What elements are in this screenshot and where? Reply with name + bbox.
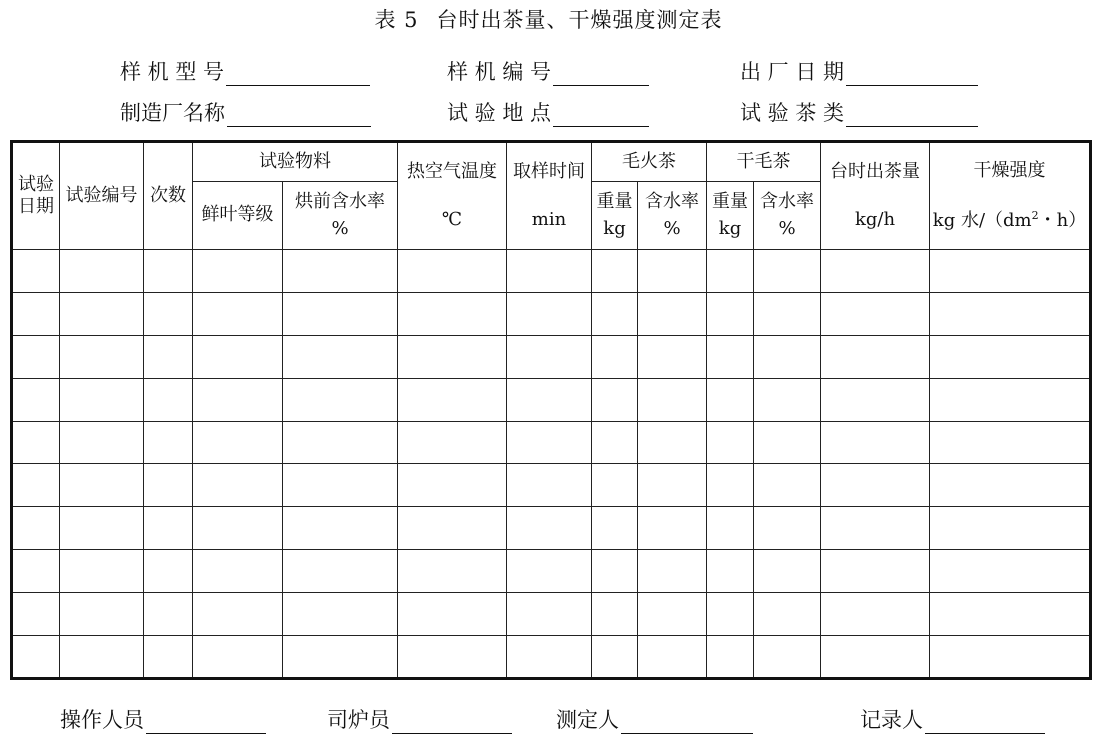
table-cell[interactable]	[398, 421, 507, 464]
table-cell[interactable]	[398, 593, 507, 636]
table-cell[interactable]	[60, 250, 144, 293]
table-cell[interactable]	[283, 636, 398, 679]
table-cell[interactable]	[60, 378, 144, 421]
table-cell[interactable]	[930, 464, 1091, 507]
measurer-blank[interactable]	[621, 711, 753, 734]
field-machine-model	[120, 56, 370, 86]
table-cell[interactable]	[638, 550, 707, 593]
manufacturer-blank[interactable]	[227, 104, 371, 127]
table-cell[interactable]	[283, 550, 398, 593]
header-count: 次数	[144, 142, 193, 250]
table-cell[interactable]	[592, 507, 638, 550]
table-cell[interactable]	[283, 292, 398, 335]
table-cell[interactable]	[930, 378, 1091, 421]
table-cell[interactable]	[592, 421, 638, 464]
table-cell[interactable]	[12, 593, 60, 636]
table-cell[interactable]	[12, 292, 60, 335]
drying-unit-suffix: ・h）	[1038, 209, 1087, 231]
table-cell[interactable]	[638, 507, 707, 550]
output-label: 台时出茶量	[830, 160, 920, 182]
table-cell[interactable]	[507, 636, 592, 679]
table-cell[interactable]	[821, 464, 930, 507]
table-cell[interactable]	[60, 464, 144, 507]
header-ganmao-weight	[707, 182, 754, 250]
table-cell[interactable]	[398, 378, 507, 421]
field-tea-type	[740, 97, 978, 127]
table-cell[interactable]	[193, 250, 283, 293]
table-cell[interactable]	[193, 335, 283, 378]
table-cell[interactable]	[930, 421, 1091, 464]
table-cell[interactable]	[12, 464, 60, 507]
field-test-location	[447, 97, 649, 127]
table-cell[interactable]	[707, 292, 754, 335]
weight-unit: kg	[718, 217, 742, 239]
table-cell[interactable]	[754, 292, 821, 335]
table-cell[interactable]	[821, 421, 930, 464]
table-row	[12, 421, 1091, 464]
table-cell[interactable]	[60, 292, 144, 335]
table-cell[interactable]	[144, 421, 193, 464]
header-maohuo-weight	[592, 182, 638, 250]
field-label: 样 机 型 号	[120, 60, 225, 84]
table-cell[interactable]	[144, 593, 193, 636]
table-cell[interactable]	[507, 250, 592, 293]
table-cell[interactable]	[507, 550, 592, 593]
table-cell[interactable]	[707, 335, 754, 378]
table-cell[interactable]	[754, 593, 821, 636]
table-cell[interactable]	[638, 593, 707, 636]
table-cell[interactable]	[638, 335, 707, 378]
sampling-time-unit: min	[531, 209, 567, 230]
table-cell[interactable]	[821, 550, 930, 593]
table-cell[interactable]	[707, 421, 754, 464]
table-cell[interactable]	[193, 550, 283, 593]
table-cell[interactable]	[398, 507, 507, 550]
moisture-before-label: 烘前含水率	[295, 191, 385, 212]
table-cell[interactable]	[507, 421, 592, 464]
header-output	[821, 142, 930, 250]
table-cell[interactable]	[638, 421, 707, 464]
table-cell[interactable]	[930, 593, 1091, 636]
table-row	[12, 507, 1091, 550]
table-cell[interactable]	[507, 593, 592, 636]
header-sampling-time	[507, 142, 592, 250]
test-location-blank[interactable]	[553, 104, 649, 127]
table-row	[12, 636, 1091, 679]
table-row	[12, 464, 1091, 507]
field-machine-serial	[447, 56, 649, 86]
table-cell[interactable]	[12, 507, 60, 550]
drying-unit-sup: 2	[1031, 208, 1039, 222]
air-temp-label: 热空气温度	[407, 160, 497, 182]
table-cell[interactable]	[507, 507, 592, 550]
table-cell[interactable]	[144, 636, 193, 679]
table-cell[interactable]	[193, 507, 283, 550]
table-cell[interactable]	[193, 421, 283, 464]
table-row	[12, 250, 1091, 293]
header-maohuo-tea: 毛火茶	[592, 142, 707, 182]
output-unit: kg/h	[854, 209, 896, 230]
table-cell[interactable]	[754, 421, 821, 464]
table-cell[interactable]	[754, 507, 821, 550]
table-cell[interactable]	[12, 335, 60, 378]
table-cell[interactable]	[283, 378, 398, 421]
table-cell[interactable]	[398, 464, 507, 507]
table-cell[interactable]	[592, 292, 638, 335]
table-cell[interactable]	[821, 335, 930, 378]
table-cell[interactable]	[707, 378, 754, 421]
moisture-unit: %	[778, 217, 796, 239]
table-cell[interactable]	[398, 636, 507, 679]
table-row	[12, 292, 1091, 335]
table-cell[interactable]	[638, 378, 707, 421]
table-body	[12, 250, 1091, 679]
operator-blank[interactable]	[146, 711, 266, 734]
table-row	[12, 335, 1091, 378]
table-cell[interactable]	[592, 550, 638, 593]
table-number: 表 5	[374, 8, 419, 32]
table-cell[interactable]	[592, 335, 638, 378]
field-label: 试 验 地 点	[447, 101, 552, 125]
signature-operator	[60, 704, 266, 734]
field-label: 出 厂 日 期	[740, 60, 845, 84]
field-label: 试 验 茶 类	[740, 101, 845, 125]
weight-unit: kg	[603, 217, 626, 239]
table-cell[interactable]	[193, 464, 283, 507]
table-cell[interactable]	[398, 292, 507, 335]
signature-label: 司炉员	[327, 708, 390, 732]
table-cell[interactable]	[707, 636, 754, 679]
table-row	[12, 593, 1091, 636]
header-test-date: 试验日期	[12, 142, 60, 250]
header-air-temp	[398, 142, 507, 250]
header-ganmao-moisture	[754, 182, 821, 250]
moisture-before-unit: %	[331, 217, 349, 239]
table-cell[interactable]	[507, 292, 592, 335]
table-cell[interactable]	[144, 378, 193, 421]
table-cell[interactable]	[592, 250, 638, 293]
table-cell[interactable]	[821, 507, 930, 550]
table-cell[interactable]	[754, 378, 821, 421]
table-cell[interactable]	[707, 464, 754, 507]
table-cell[interactable]	[193, 292, 283, 335]
machine-serial-blank[interactable]	[553, 63, 649, 86]
header-maohuo-moisture	[638, 182, 707, 250]
table-cell[interactable]	[930, 636, 1091, 679]
header-moisture-before	[283, 182, 398, 250]
table-cell[interactable]	[592, 593, 638, 636]
table-cell[interactable]	[12, 421, 60, 464]
table-cell[interactable]	[283, 335, 398, 378]
table-cell[interactable]	[930, 250, 1091, 293]
table-cell[interactable]	[592, 464, 638, 507]
table-cell[interactable]	[707, 507, 754, 550]
table-cell[interactable]	[144, 292, 193, 335]
table-cell[interactable]	[398, 550, 507, 593]
air-temp-unit: ℃	[441, 209, 463, 230]
field-label: 样 机 编 号	[447, 60, 552, 84]
header-row-1	[12, 142, 1091, 182]
weight-label: 重量	[596, 191, 633, 212]
table-cell[interactable]	[144, 335, 193, 378]
table-cell[interactable]	[144, 464, 193, 507]
table-cell[interactable]	[592, 378, 638, 421]
table-cell[interactable]	[60, 636, 144, 679]
recorder-blank[interactable]	[925, 711, 1045, 734]
table-cell[interactable]	[60, 550, 144, 593]
drying-intensity-unit	[930, 209, 1089, 233]
field-factory-date	[740, 56, 978, 86]
weight-label: 重量	[712, 191, 748, 212]
signature-label: 测定人	[556, 708, 619, 732]
signature-stoker	[327, 704, 512, 734]
table-cell[interactable]	[60, 335, 144, 378]
header-drying-intensity	[930, 142, 1091, 250]
factory-date-blank[interactable]	[846, 63, 978, 86]
table-cell[interactable]	[707, 550, 754, 593]
table-cell[interactable]	[144, 550, 193, 593]
table-cell[interactable]	[283, 421, 398, 464]
table-cell[interactable]	[60, 593, 144, 636]
table-cell[interactable]	[707, 250, 754, 293]
table-cell[interactable]	[821, 593, 930, 636]
table-cell[interactable]	[754, 464, 821, 507]
signature-recorder	[860, 704, 1045, 734]
table-cell[interactable]	[592, 636, 638, 679]
moisture-label: 含水率	[760, 191, 814, 212]
header-gan-mao-tea: 干毛茶	[707, 142, 821, 182]
moisture-label: 含水率	[645, 191, 699, 212]
table-cell[interactable]	[821, 250, 930, 293]
table-cell[interactable]	[283, 464, 398, 507]
stoker-blank[interactable]	[392, 711, 512, 734]
table-cell[interactable]	[283, 593, 398, 636]
table-cell[interactable]	[754, 636, 821, 679]
table-cell[interactable]	[754, 550, 821, 593]
table-row	[12, 378, 1091, 421]
table-cell[interactable]	[12, 636, 60, 679]
header-test-material: 试验物料	[193, 142, 398, 182]
table-cell[interactable]	[60, 507, 144, 550]
field-manufacturer	[120, 97, 371, 127]
table-cell[interactable]	[507, 378, 592, 421]
table-cell[interactable]	[193, 378, 283, 421]
drying-intensity-label: 干燥强度	[973, 160, 1046, 181]
table-cell[interactable]	[821, 636, 930, 679]
header-test-number: 试验编号	[60, 142, 144, 250]
table-cell[interactable]	[60, 421, 144, 464]
table-cell[interactable]	[707, 593, 754, 636]
table-cell[interactable]	[638, 636, 707, 679]
header-leaf-grade: 鲜叶等级	[193, 182, 283, 250]
table-cell[interactable]	[754, 335, 821, 378]
table-cell[interactable]	[930, 335, 1091, 378]
signature-measurer	[556, 704, 753, 734]
table-cell[interactable]	[193, 636, 283, 679]
moisture-unit: %	[663, 217, 681, 239]
table-title: 台时出茶量、干燥强度测定表	[436, 8, 723, 32]
field-label: 制造厂名称	[120, 101, 225, 125]
table-cell[interactable]	[930, 507, 1091, 550]
drying-unit-prefix: kg 水/（dm	[932, 209, 1032, 231]
table-cell[interactable]	[193, 593, 283, 636]
table-cell[interactable]	[12, 550, 60, 593]
tea-type-blank[interactable]	[846, 104, 978, 127]
table-cell[interactable]	[754, 250, 821, 293]
table-cell[interactable]	[398, 250, 507, 293]
table-cell[interactable]	[144, 250, 193, 293]
signature-label: 记录人	[860, 708, 923, 732]
table-cell[interactable]	[12, 378, 60, 421]
measurement-table	[10, 140, 1092, 680]
document-title	[0, 4, 1097, 34]
table-cell[interactable]	[507, 335, 592, 378]
table-cell[interactable]	[507, 464, 592, 507]
table-cell[interactable]	[638, 464, 707, 507]
table-cell[interactable]	[638, 292, 707, 335]
machine-model-blank[interactable]	[226, 63, 370, 86]
table-row	[12, 550, 1091, 593]
table-cell[interactable]	[283, 507, 398, 550]
signature-label: 操作人员	[60, 708, 144, 732]
table-cell[interactable]	[821, 378, 930, 421]
table-cell[interactable]	[144, 507, 193, 550]
table-cell[interactable]	[930, 550, 1091, 593]
table-cell[interactable]	[930, 292, 1091, 335]
table-cell[interactable]	[638, 250, 707, 293]
table-cell[interactable]	[283, 250, 398, 293]
table-cell[interactable]	[821, 292, 930, 335]
table-cell[interactable]	[398, 335, 507, 378]
table-cell[interactable]	[12, 250, 60, 293]
sampling-time-label: 取样时间	[513, 160, 585, 182]
